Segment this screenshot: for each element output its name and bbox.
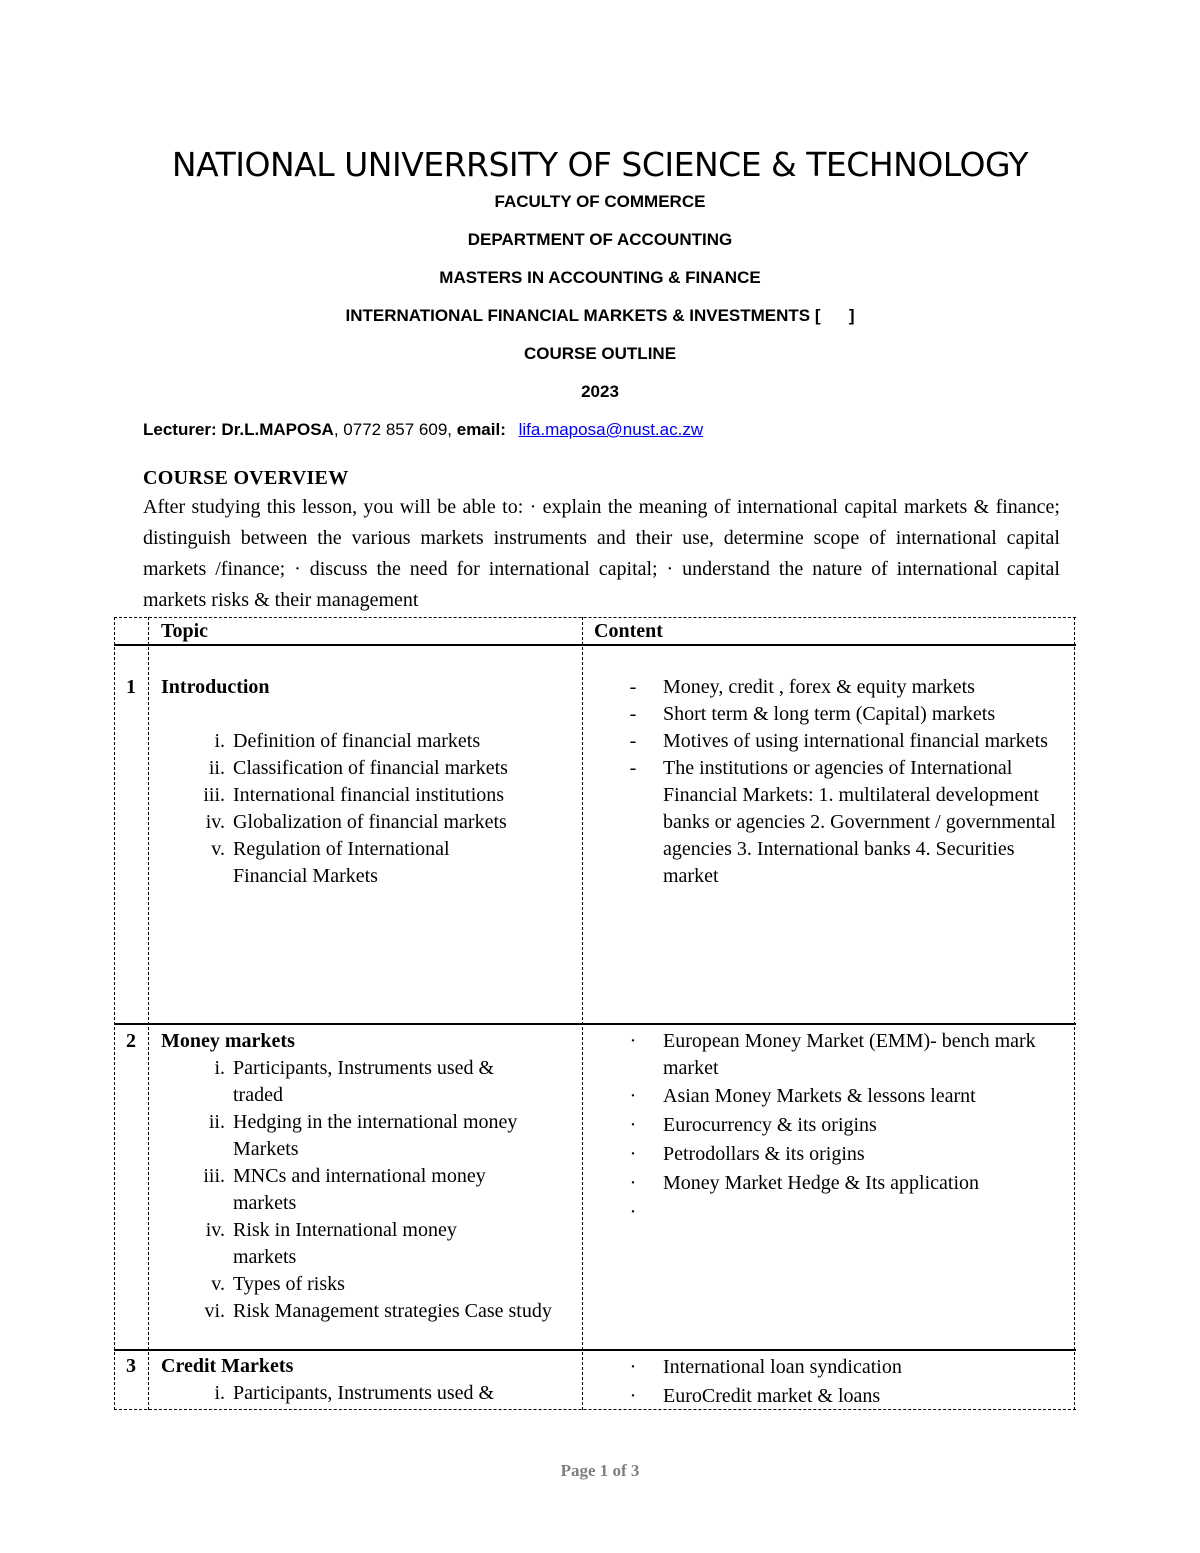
list-item: iii. International financial institutions bbox=[203, 784, 505, 806]
course-table bbox=[114, 617, 1076, 1412]
list-item: vi. Risk Management strategies Case study bbox=[204, 1300, 552, 1322]
topic-title: Credit Markets bbox=[161, 1355, 294, 1377]
topic-title: Introduction bbox=[161, 676, 270, 698]
list-item: i. Definition of financial markets bbox=[214, 730, 481, 752]
lecturer-name: Dr.L.MAPOSA bbox=[221, 420, 334, 439]
list-item: v. Regulation of International Financial Markets bbox=[211, 838, 450, 887]
email-label: email: bbox=[456, 420, 506, 439]
email-link[interactable]: lifa.maposa@nust.ac.zw bbox=[518, 420, 704, 439]
row-number: 3 bbox=[126, 1355, 136, 1377]
row-number: 2 bbox=[126, 1030, 136, 1052]
list-item: iv. Globalization of financial markets bbox=[205, 811, 507, 833]
table-row bbox=[161, 1353, 576, 1407]
row-number: 1 bbox=[126, 676, 136, 698]
list-item: ii. Classification of financial markets bbox=[208, 757, 508, 779]
list-item: i. Participants, Instruments used & traded bbox=[214, 1057, 495, 1106]
list-item: iii. MNCs and international money markets bbox=[203, 1165, 486, 1214]
list-item: iv. Risk in International money markets bbox=[205, 1219, 457, 1268]
content-list bbox=[583, 674, 1063, 890]
list-item: - Money, credit , forex & equity markets bbox=[629, 676, 975, 698]
row-divider-1 bbox=[114, 1023, 1076, 1025]
list-item: · Eurocurrency & its origins bbox=[629, 1114, 877, 1136]
content-list bbox=[583, 1028, 1063, 1227]
lecturer-line: Lecturer: Dr.L.MAPOSA, 0772 857 609, email: lifa.maposa@nust.ac.zw bbox=[143, 420, 704, 439]
header-topic: Topic bbox=[161, 620, 209, 642]
department-heading: DEPARTMENT OF ACCOUNTING bbox=[467, 230, 733, 249]
topic-list bbox=[161, 1380, 576, 1407]
table-row bbox=[161, 674, 576, 890]
table-border-right bbox=[1074, 617, 1075, 1410]
lecturer-phone: 0772 857 609 bbox=[343, 420, 448, 439]
page-number: Page 1 of 3 bbox=[560, 1461, 640, 1480]
lecturer-label: Lecturer: bbox=[143, 420, 217, 439]
doc-type-heading: COURSE OUTLINE bbox=[523, 344, 677, 363]
overview-heading: COURSE OVERVIEW bbox=[143, 467, 349, 489]
table-border-left bbox=[114, 617, 115, 1410]
list-item: · Money Market Hedge & Its application bbox=[629, 1172, 980, 1194]
programme-heading: MASTERS IN ACCOUNTING & FINANCE bbox=[439, 268, 761, 287]
row-divider-2 bbox=[114, 1349, 1076, 1351]
list-item: · Asian Money Markets & lessons learnt bbox=[629, 1085, 976, 1107]
university-title: NATIONAL UNIVERRSITY OF SCIENCE & TECHNOLOGY bbox=[171, 145, 1029, 184]
list-item: i. Participants, Instruments used & bbox=[214, 1382, 495, 1404]
list-item: · International loan syndication bbox=[629, 1356, 902, 1378]
list-item: · European Money Market (EMM)- bench mark market bbox=[629, 1030, 1036, 1079]
course-heading: INTERNATIONAL FINANCIAL MARKETS & INVESTMENTS [ ] bbox=[345, 306, 855, 325]
faculty-heading: FACULTY OF COMMERCE bbox=[494, 192, 706, 211]
list-item: ii. Hedging in the international money Markets bbox=[208, 1111, 518, 1160]
table-row bbox=[161, 1028, 576, 1325]
list-item: - Motives of using international financial markets bbox=[629, 730, 1048, 752]
content-list bbox=[583, 1353, 1063, 1411]
list-item: - Short term & long term (Capital) markets bbox=[629, 703, 996, 725]
table-border-num bbox=[148, 617, 149, 1410]
list-item: · Petrodollars & its origins bbox=[629, 1143, 865, 1165]
topic-list bbox=[161, 1055, 576, 1325]
list-item: · bbox=[629, 1201, 637, 1223]
list-item: · EuroCredit market & loans bbox=[629, 1385, 881, 1407]
topic-list bbox=[161, 728, 576, 890]
topic-title: Money markets bbox=[161, 1030, 295, 1052]
list-item: v. Types of risks bbox=[211, 1273, 345, 1295]
header-content: Content bbox=[594, 620, 663, 642]
overview-text: After studying this lesson, you will be able to: · explain the meaning of international capital markets & finance; distinguish between the various markets instruments and their use, determine scope of international capital markets /finance; · discuss the need for international capital; · understand the nature of international capital markets risks & their management bbox=[143, 496, 1060, 611]
year-heading: 2023 bbox=[581, 382, 619, 401]
list-item: - The institutions or agencies of International Financial Markets: 1. multilateral development banks or agencies 2. Government / governmental agencies 3. International banks 4. Securities market bbox=[629, 757, 1056, 887]
